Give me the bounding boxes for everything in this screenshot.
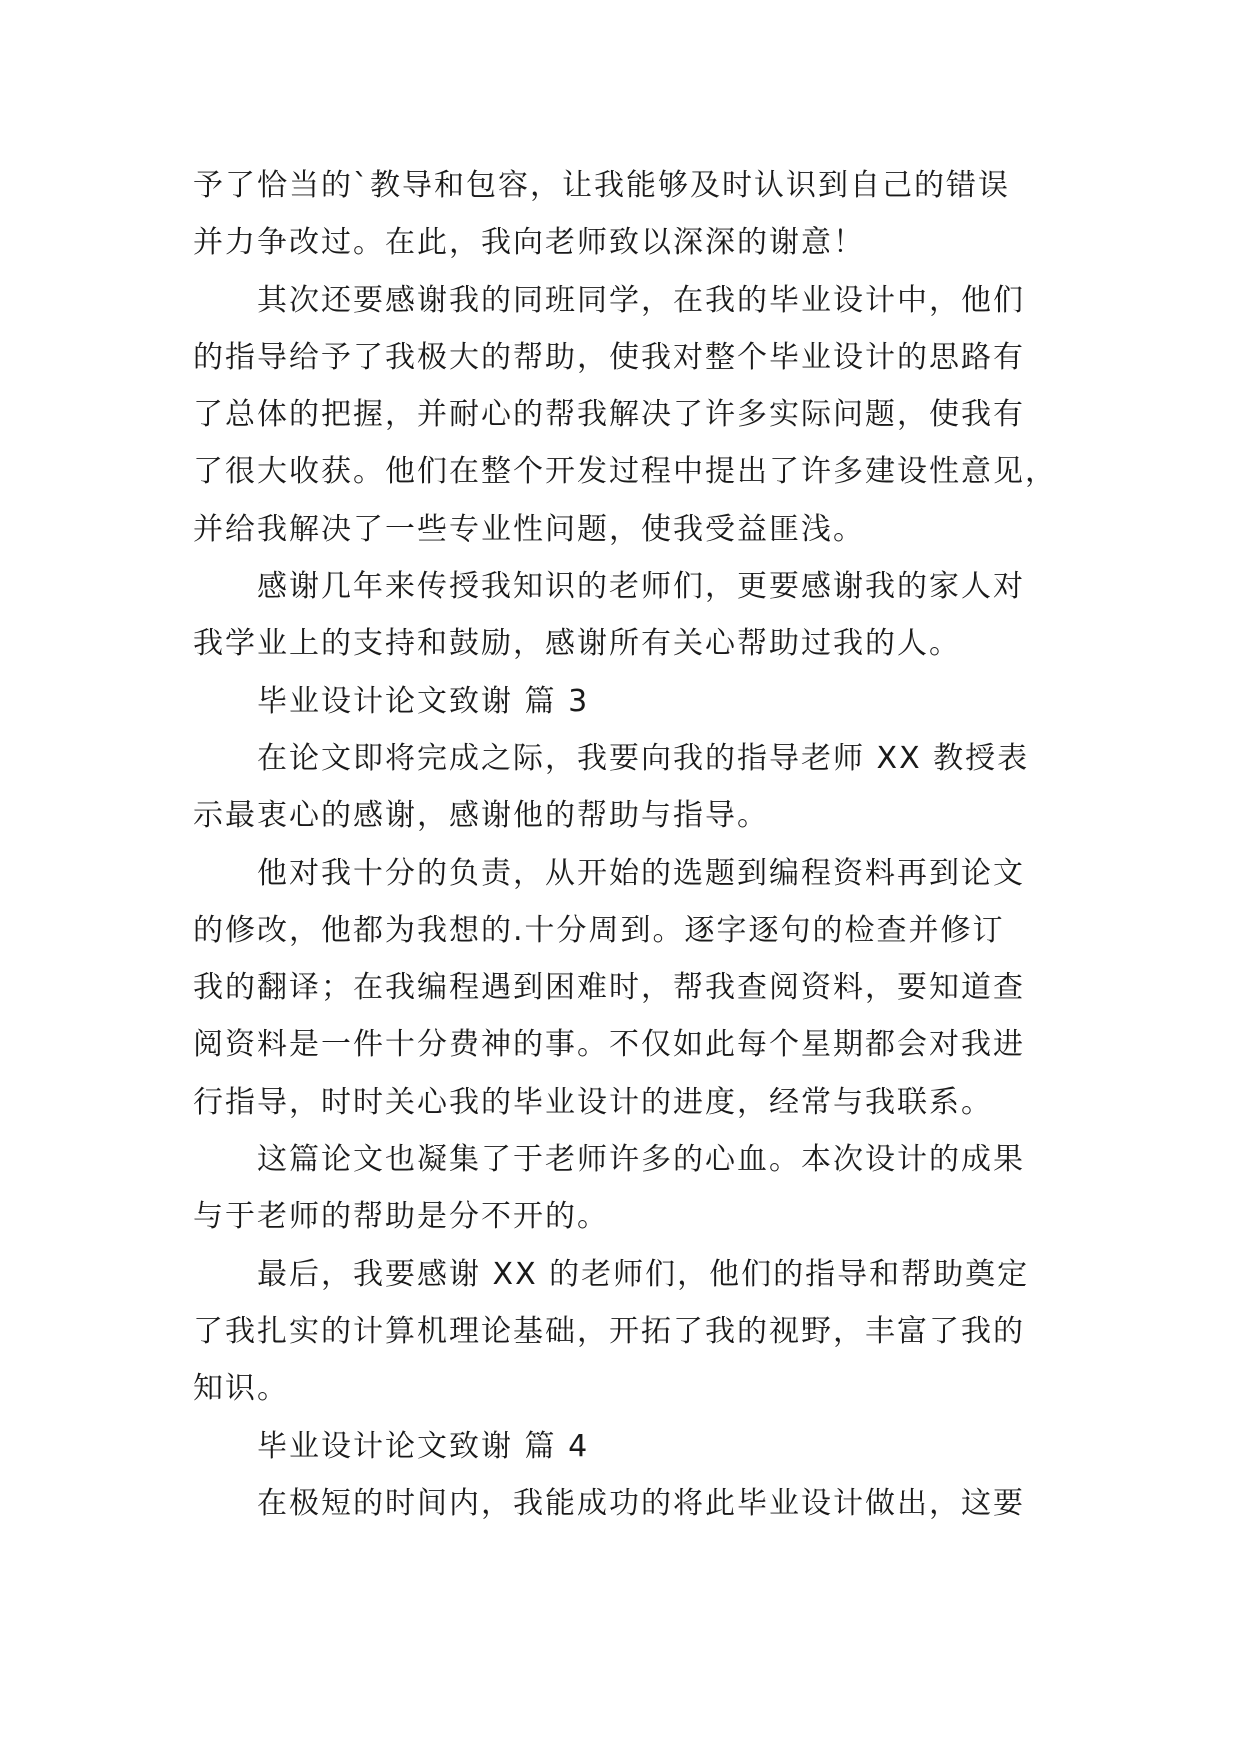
- paragraph-start-line: 在极短的时间内，我能成功的将此毕业设计做出，这要: [257, 1485, 1025, 1521]
- text-line: 我的翻译；在我编程遇到困难时，帮我查阅资料，要知道查: [193, 970, 1025, 1006]
- text-line: 的修改，他都为我想的.十分周到。逐字逐句的检查并修订: [193, 912, 1005, 948]
- text-line: 的指导给予了我极大的帮助，使我对整个毕业设计的思路有: [193, 339, 1025, 375]
- text-line: 知识。: [193, 1371, 289, 1407]
- text-line: 予了恰当的`教导和包容，让我能够及时认识到自己的错误: [193, 168, 1010, 203]
- document-body: [193, 157, 1057, 1532]
- text-line: 并给我解决了一些专业性问题，使我受益匪浅。: [193, 511, 865, 547]
- section-heading: 毕业设计论文致谢 篇 4: [257, 1428, 590, 1464]
- text-line: 了我扎实的计算机理论基础，开拓了我的视野，丰富了我的: [193, 1313, 1025, 1349]
- paragraph-start-line: 其次还要感谢我的同班同学，在我的毕业设计中，他们: [257, 282, 1025, 318]
- paragraph-start-line: 最后，我要感谢 XX 的老师们，他们的指导和帮助奠定: [257, 1256, 1030, 1292]
- text-line: 我学业上的支持和鼓励，感谢所有关心帮助过我的人。: [193, 626, 961, 662]
- paragraph-start-line: 他对我十分的负责，从开始的选题到编程资料再到论文: [257, 855, 1025, 891]
- text-line: 了总体的把握，并耐心的帮我解决了许多实际问题，使我有: [193, 397, 1025, 433]
- text-line: 与于老师的帮助是分不开的。: [193, 1199, 609, 1235]
- section-heading: 毕业设计论文致谢 篇 3: [257, 683, 590, 719]
- text-line: 了很大收获。他们在整个开发过程中提出了许多建设性意见，: [193, 454, 1057, 490]
- text-line: 阅资料是一件十分费神的事。不仅如此每个星期都会对我进: [193, 1027, 1025, 1063]
- text-line: 行指导，时时关心我的毕业设计的进度，经常与我联系。: [193, 1084, 993, 1120]
- paragraph-start-line: 在论文即将完成之际，我要向我的指导老师 XX 教授表: [257, 740, 1030, 776]
- text-line: 示最衷心的感谢，感谢他的帮助与指导。: [193, 798, 769, 834]
- text-line: 并力争改过。在此，我向老师致以深深的谢意！: [193, 225, 865, 261]
- paragraph-start-line: 这篇论文也凝集了于老师许多的心血。本次设计的成果: [257, 1142, 1025, 1178]
- paragraph-start-line: 感谢几年来传授我知识的老师们，更要感谢我的家人对: [257, 569, 1025, 605]
